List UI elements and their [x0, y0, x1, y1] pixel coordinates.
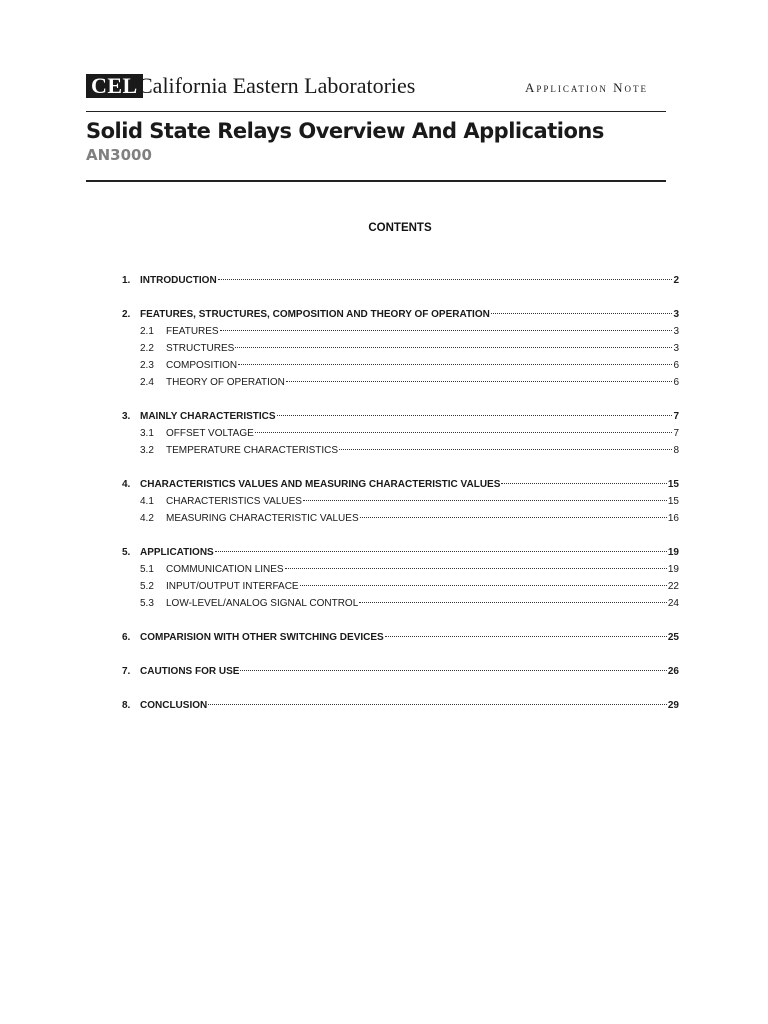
toc-dot-leader — [491, 313, 673, 314]
toc-entry-title: CAUTIONS FOR USE — [140, 666, 240, 677]
toc-entry-page: 16 — [667, 513, 679, 524]
toc-entry-number: 6. — [122, 632, 131, 643]
toc-entry-page: 24 — [667, 598, 679, 609]
toc-entry-number: 3. — [122, 411, 131, 422]
toc-entry-title: COMPARISION WITH OTHER SWITCHING DEVICES — [140, 632, 384, 643]
toc-entry-title: LOW-LEVEL/ANALOG SIGNAL CONTROL — [166, 598, 359, 609]
toc-subsection — [122, 323, 679, 340]
toc-dot-leader — [208, 704, 667, 705]
toc-entry-number: 2.4 — [140, 377, 154, 388]
document-number: AN3000 — [86, 146, 152, 164]
toc-entry-page: 15 — [667, 479, 679, 490]
toc-entry-page: 7 — [673, 411, 679, 422]
toc-entry-page: 3 — [673, 309, 679, 320]
toc-entry-number: 1. — [122, 275, 131, 286]
toc-subsection — [122, 578, 679, 595]
company-logo: CEL — [86, 74, 143, 98]
toc-entry-number: 3.1 — [140, 428, 154, 439]
toc-entry-title: CHARACTERISTICS VALUES AND MEASURING CHARACTERISTIC VALUES — [140, 479, 501, 490]
toc-entry-number: 2.3 — [140, 360, 154, 371]
toc-section — [122, 306, 679, 323]
toc-entry-page: 25 — [667, 632, 679, 643]
toc-entry-title: THEORY OF OPERATION — [166, 377, 285, 388]
toc-entry-title: INPUT/OUTPUT INTERFACE — [166, 581, 299, 592]
toc-entry-title: COMMUNICATION LINES — [166, 564, 284, 575]
company-name: California Eastern Laboratories — [138, 73, 416, 98]
toc-dot-leader — [501, 483, 666, 484]
toc-subsection — [122, 357, 679, 374]
toc-dot-leader — [385, 636, 667, 637]
contents-heading: CONTENTS — [368, 222, 432, 234]
toc-entry-number: 3.2 — [140, 445, 154, 456]
toc-subsection — [122, 425, 679, 442]
toc-entry-title: OFFSET VOLTAGE — [166, 428, 254, 439]
toc-entry-number: 4.1 — [140, 496, 154, 507]
toc-section — [122, 697, 679, 714]
toc-entry-page: 26 — [667, 666, 679, 677]
toc-section — [122, 544, 679, 561]
toc-entry-title: INTRODUCTION — [140, 275, 217, 286]
toc-entry-number: 4.2 — [140, 513, 154, 524]
toc-entry-title: COMPOSITION — [166, 360, 238, 371]
toc-entry-number: 5.3 — [140, 598, 154, 609]
toc-dot-leader — [235, 347, 672, 348]
toc-dot-leader — [218, 279, 673, 280]
toc-dot-leader — [303, 500, 667, 501]
toc-entry-page: 19 — [667, 564, 679, 575]
toc-section — [122, 663, 679, 680]
document-title: Solid State Relays Overview And Applications — [86, 119, 604, 143]
toc-entry-page: 3 — [673, 343, 679, 354]
toc-subsection — [122, 595, 679, 612]
toc-entry-page: 2 — [673, 275, 679, 286]
toc-entry-title: APPLICATIONS — [140, 547, 214, 558]
toc-entry-title: TEMPERATURE CHARACTERISTICS — [166, 445, 339, 456]
toc-entry-page: 19 — [667, 547, 679, 558]
toc-entry-title: STRUCTURES — [166, 343, 235, 354]
toc-entry-title: CHARACTERISTICS VALUES — [166, 496, 302, 507]
toc-entry-page: 3 — [673, 326, 679, 337]
toc-entry-number: 2. — [122, 309, 131, 320]
toc-entry-page: 7 — [673, 428, 679, 439]
toc-entry-page: 6 — [673, 377, 679, 388]
toc-subsection — [122, 374, 679, 391]
toc-dot-leader — [238, 364, 672, 365]
toc-dot-leader — [286, 381, 673, 382]
toc-entry-title: MAINLY CHARACTERISTICS — [140, 411, 276, 422]
toc-section — [122, 408, 679, 425]
toc-dot-leader — [300, 585, 667, 586]
toc-dot-leader — [255, 432, 673, 433]
toc-dot-leader — [277, 415, 673, 416]
toc-entry-number: 7. — [122, 666, 131, 677]
document-header — [86, 72, 666, 102]
toc-section — [122, 476, 679, 493]
toc-dot-leader — [360, 517, 667, 518]
toc-entry-number: 8. — [122, 700, 131, 711]
toc-entry-number: 5.1 — [140, 564, 154, 575]
toc-entry-title: CONCLUSION — [140, 700, 208, 711]
toc-entry-page: 6 — [673, 360, 679, 371]
toc-entry-title: MEASURING CHARACTERISTIC VALUES — [166, 513, 359, 524]
toc-entry-number: 5. — [122, 547, 131, 558]
toc-entry-number: 2.2 — [140, 343, 154, 354]
toc-entry-number: 4. — [122, 479, 131, 490]
toc-entry-page: 22 — [667, 581, 679, 592]
toc-entry-page: 8 — [673, 445, 679, 456]
toc-section — [122, 629, 679, 646]
toc-subsection — [122, 340, 679, 357]
toc-entry-page: 15 — [667, 496, 679, 507]
toc-entry-title: FEATURES — [166, 326, 219, 337]
toc-dot-leader — [215, 551, 667, 552]
toc-subsection — [122, 442, 679, 459]
toc-subsection — [122, 510, 679, 527]
toc-entry-title: FEATURES, STRUCTURES, COMPOSITION AND THEORY OF OPERATION — [140, 309, 490, 320]
title-divider — [86, 180, 666, 182]
document-type-label: Application Note — [524, 80, 648, 95]
toc-dot-leader — [285, 568, 667, 569]
toc-entry-number: 5.2 — [140, 581, 154, 592]
toc-dot-leader — [220, 330, 673, 331]
toc-dot-leader — [240, 670, 666, 671]
toc-dot-leader — [359, 602, 667, 603]
toc-subsection — [122, 561, 679, 578]
table-of-contents — [122, 272, 679, 714]
toc-entry-number: 2.1 — [140, 326, 154, 337]
toc-subsection — [122, 493, 679, 510]
toc-section — [122, 272, 679, 289]
toc-dot-leader — [339, 449, 672, 450]
toc-entry-page: 29 — [667, 700, 679, 711]
header-divider — [86, 111, 666, 112]
